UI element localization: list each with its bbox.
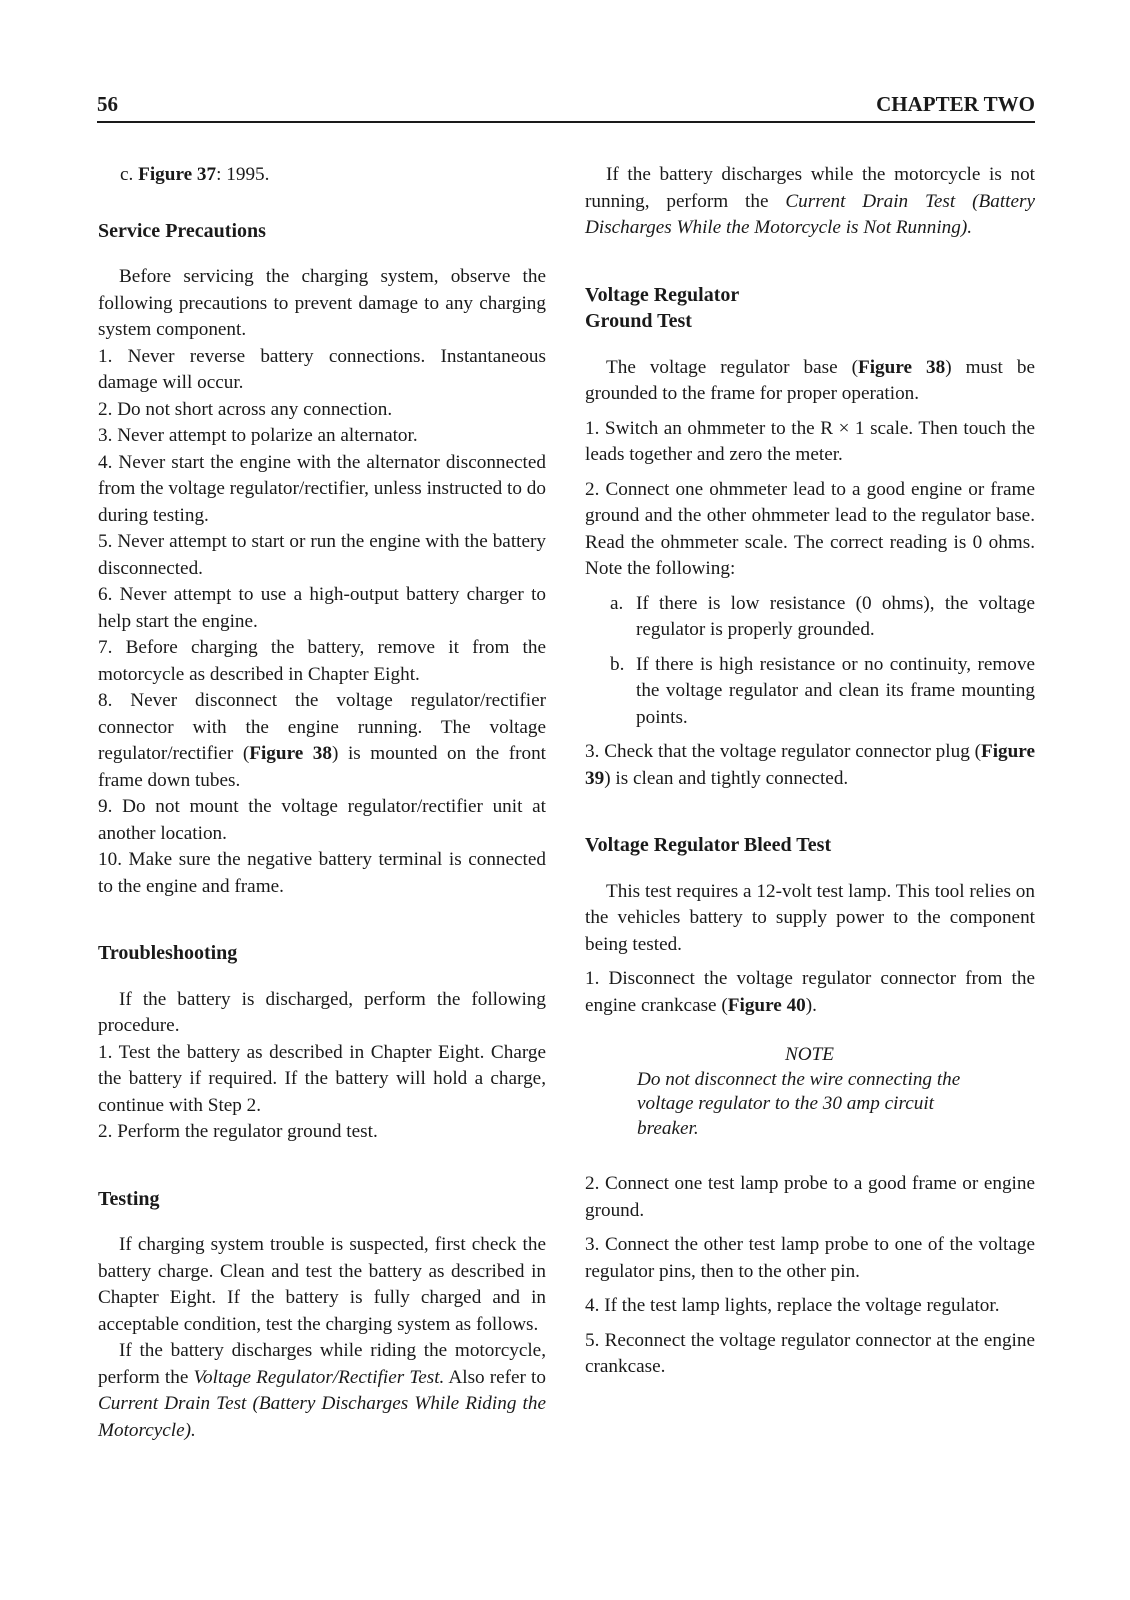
figure-link: Figure 38 [249, 743, 332, 764]
list-item: 6. Never attempt to use a high-output battery charger to help start the engine. [98, 584, 546, 632]
list-item: 7. Before charging the battery, remove it from the motorcycle as described in Chapter Eight. [98, 637, 546, 685]
sub-item: a. If there is low resistance (0 ohms), the voltage regulator is properly grounded. [610, 592, 1035, 640]
figure-link: Figure 38 [858, 356, 946, 378]
list-item: 5. Reconnect the voltage regulator connector at the engine crankcase. [585, 1329, 1035, 1377]
list-item: 1. Disconnect the voltage regulator connector from the engine crankcase (Figure 40). [585, 968, 1035, 1016]
sub-item: b. If there is high resistance or no continuity, remove the voltage regulator and clean its frame mounting points. [610, 653, 1035, 728]
figure-link: Figure 39 [585, 741, 1035, 789]
list-item: 1. Never reverse battery connections. Instantaneous damage will occur. [98, 345, 546, 393]
ground-test-intro: The voltage regulator base (Figure 38) must be grounded to the frame for proper operation. [585, 356, 1035, 404]
list-item: 4. Never start the engine with the alternator disconnected from the voltage regulator/rectifier, unless instructed to do during testing. [98, 451, 546, 526]
testing-heading: Testing [98, 1187, 160, 1210]
testing-paragraph: If the battery discharges while riding the motorcycle, perform the Voltage Regulator/Rectifier Test. Also refer to Current Drain Test (Battery Discharges While Riding the Motorcycle). [98, 1340, 546, 1441]
left-column [98, 160, 546, 1444]
list-item: 1. Switch an ohmmeter to the R × 1 scale. Then touch the leads together and zero the meter. [585, 417, 1035, 465]
page-number: 56 [97, 92, 118, 116]
list-item: 2. Do not short across any connection. [98, 398, 393, 420]
figure-reference: c. Figure 37: 1995. [120, 164, 270, 185]
list-item: 9. Do not mount the voltage regulator/rectifier unit at another location. [98, 796, 546, 844]
troubleshooting-heading: Troubleshooting [98, 942, 238, 964]
list-item: 5. Never attempt to start or run the engine with the battery disconnected. [98, 531, 546, 579]
list-item: 3. Never attempt to polarize an alternator. [98, 425, 418, 446]
list-item: 2. Connect one test lamp probe to a good frame or engine ground. [585, 1173, 1035, 1221]
current-drain-paragraph: If the battery discharges while the motorcycle is not running, perform the Current Drain Test (Battery Discharges While the Motorcycle is Not Running). [585, 164, 1035, 238]
list-item: 4. If the test lamp lights, replace the voltage regulator. [585, 1295, 1000, 1316]
figure-link: Figure 37 [138, 164, 217, 185]
note-title: NOTE [784, 1044, 835, 1065]
chapter-title: CHAPTER TWO [876, 92, 1035, 116]
right-column [585, 160, 1035, 1381]
list-item: 1. Test the battery as described in Chapter Eight. Charge the battery if required. If the battery will hold a charge, continue with Step 2. [98, 1041, 546, 1116]
bleed-test-intro: This test requires a 12-volt test lamp. This tool relies on the vehicles battery to supply power to the component being tested. [585, 880, 1035, 955]
list-item: 3. Connect the other test lamp probe to one of the voltage regulator pins, then to the other pin. [585, 1234, 1035, 1282]
list-item: 8. Never disconnect the voltage regulator/rectifier connector with the engine running. The voltage regulator/rectifier (Figure 38) is mounted on the front frame down tubes. [98, 690, 547, 791]
list-item: 2. Connect one ohmmeter lead to a good engine or frame ground and the other ohmmeter lead to the regulator base. Read the ohmmeter scale. The correct reading is 0 ohms. Note the following: [585, 478, 1035, 579]
bleed-test-heading: Voltage Regulator Bleed Test [585, 834, 832, 856]
list-item: 2. Perform the regulator ground test. [98, 1121, 378, 1142]
troubleshooting-intro: If the battery is discharged, perform the following procedure. [98, 988, 546, 1036]
testing-paragraph: If charging system trouble is suspected, first check the battery charge. Clean and test the battery as described in Chapter Eight. If the battery is fully charged and in acceptable condition, test the charging system as follows. [98, 1234, 546, 1335]
list-item: 3. Check that the voltage regulator connector plug (Figure 39) is clean and tightly connected. [585, 741, 1035, 789]
figure-link: Figure 40 [727, 994, 806, 1016]
note-box [637, 1043, 982, 1141]
page-header [97, 92, 1035, 123]
service-intro: Before servicing the charging system, observe the following precautions to prevent damage to any charging system component. [98, 266, 546, 340]
list-item: 10. Make sure the negative battery terminal is connected to the engine and frame. [98, 849, 546, 897]
note-text: Do not disconnect the wire connecting the voltage regulator to the 30 amp circuit breaker. [637, 1068, 961, 1139]
service-precautions-heading: Service Precautions [98, 219, 266, 242]
ground-test-heading: Voltage Regulator Ground Test [585, 283, 740, 332]
